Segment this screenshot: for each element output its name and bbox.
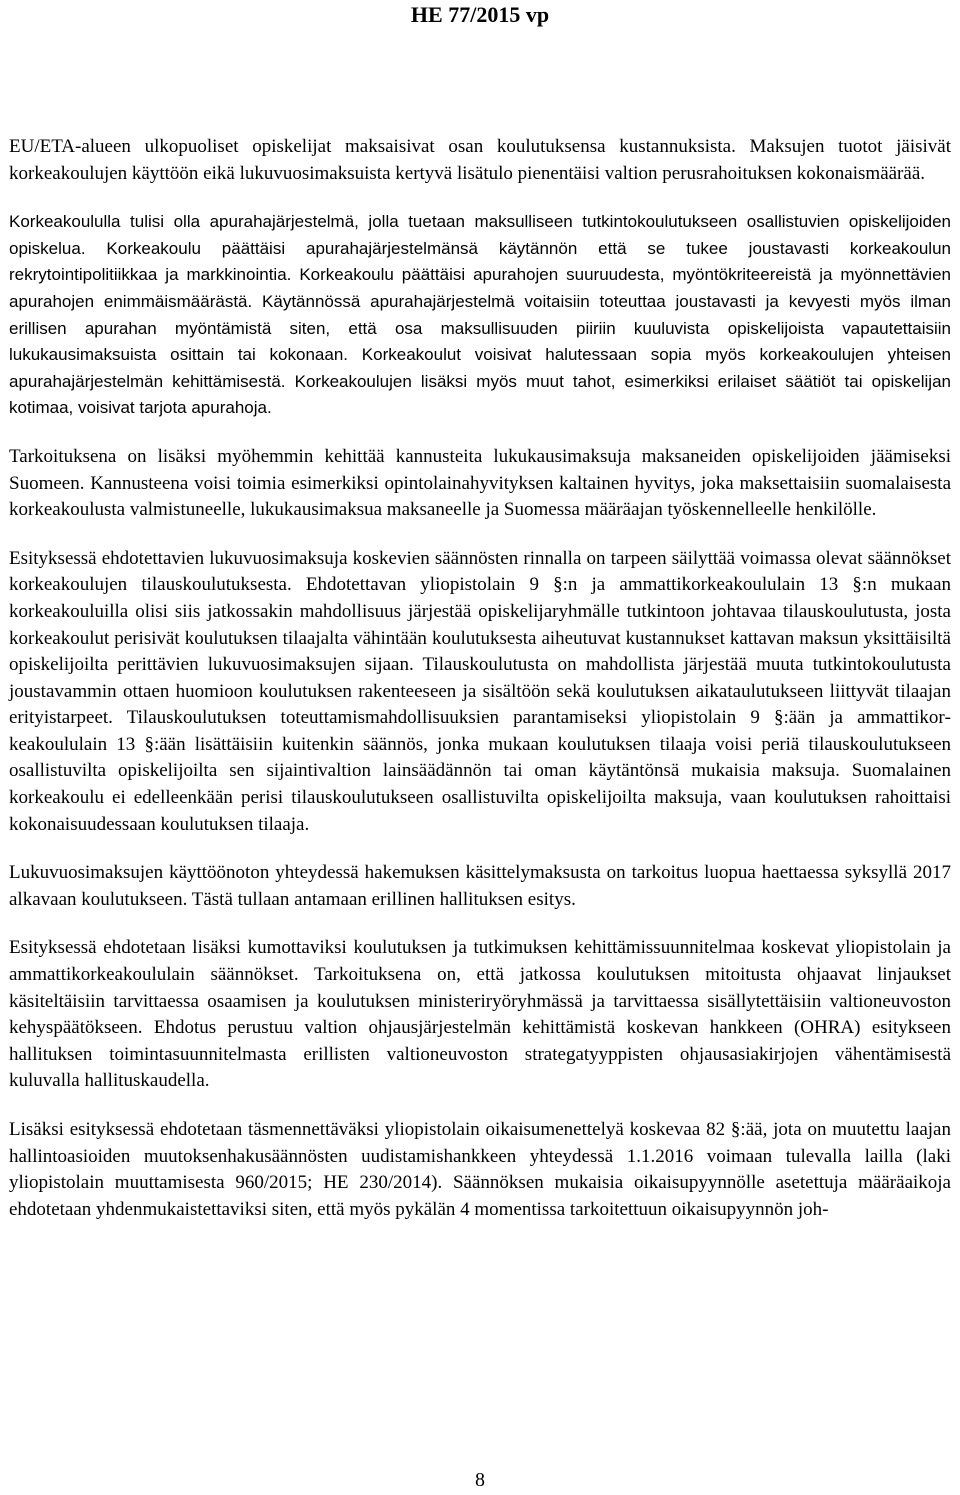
paragraph-4: Esityksessä ehdotettavien lukuvuosimaksuja koskevien säännösten rinnalla on tarpeen säilyttää voimassa olevat säännökset korkeakoulujen tilauskoulutuksesta. Ehdotettavan yliopistolain 9 §:n ja ammattikorkeakoululain 13 §:n mukaan korkeakouluilla olisi siis jatkossakin mahdollisuus järjestää opiskelijaryhmälle tutkintoon johtavaa tilauskoulutusta, josta korkeakoulut perisivät koulutuksen tilaajalta vähintään koulutuksesta aiheutuvat kustannukset kattavan maksun yksittäisiltä opiskelijoilta perittävien lukuvuosimaksujen sijaan. Tilauskoulutusta on mahdollista järjestää muuta tutkintokoulutusta joustavammin ottaen huomioon koulutuksen rakenteeseen ja sisältöön sekä koulutuksen aikataulutukseen liittyvät tilaajan erityistarpeet. Tilauskoulutuksen toteuttamismahdollisuuksien parantamiseksi yliopistolain 9 §:ään ja ammattikorkeakoululain 13 §:ään lisättäisiin kuitenkin säännös, jonka mukaan koulutuksen tilaaja voisi periä tilauskoulutukseen osallistuvilta opiskelijoilta sen sijaintivaltion lainsäädännön tai oman käytäntönsä mukaisia maksuja. Suomalainen korkeakoulu ei edelleenkään perisi tilauskoulutukseen osallistuvilta opiskelijoilta maksuja, vaan koulutuksen rahoittaisi kokonaisuudessaan koulutuksen tilaaja.: [9, 547, 951, 835]
page-number: 8: [475, 1469, 485, 1491]
paragraph-3: Tarkoituksena on lisäksi myöhemmin kehittää kannusteita lukukausimaksuja maksaneiden opiskelijoiden jäämiseksi Suomeen. Kannusteena voisi toimia esimerkiksi opintolainahyvityksen kaltainen hyvitys, joka maksettaisiin suomalaisesta korkeakoulusta valmistuneelle, lukukausimaksua maksaneelle ja Suomessa määräajan työskennelleelle henkilölle.: [9, 445, 951, 521]
paragraph-6: Esityksessä ehdotetaan lisäksi kumottaviksi koulutuksen ja tutkimuksen kehittämissuunnitelmaa koskevat yliopistolain ja ammattikorkeakoululain säännökset. Tarkoituksena on, että jatkossa koulutuksen mitoitusta ohjaavat linjaukset käsiteltäisiin tarvittaessa osaamisen ja koulutuksen ministeriryöryhmässä ja tarvittaessa sisällytettäisiin valtioneuvoston kehyspäätökseen. Ehdotus perustuu valtion ohjausjärjestelmän kehittämistä koskevan hankkeen (OHRA) esitykseen hallituksen toimintasuunnitelmasta erillisten valtioneuvoston strategatyyppisten ohjausasiakirjojen vähentämisestä kuluvalla hallituskaudella.: [9, 937, 951, 1092]
paragraph-2: Korkeakoululla tulisi olla apurahajärjestelmä, jolla tuetaan maksulliseen tutkintokoulutukseen osallistuvien opiskelijoiden opiskelua. Korkeakoulu päättäisi apurahajärjestelmänsä käytännön että se tukee joustavasti korkeakoulun rekrytointipolitiikkaa ja markkinointia. Korkeakoulu päättäisi apurahojen suuruudesta, myöntökriteereistä ja myönnettävien apurahojen enimmäismäärästä. Käytännössä apurahajärjestelmä voitaisiin toteuttaa joustavasti ja kevyesti myös ilman erillisen apurahan myöntämistä siten, että osa maksullisuuden piiriin kuuluvista opiskelijoista vapautettaisiin lukukausimaksuista osittain tai kokonaan. Korkeakoulut voisivat halutessaan sopia myös korkeakoulujen yhteisen apurahajärjestelmän kehittämisestä. Korkeakoulujen lisäksi myös muut tahot, esimerkiksi erilaiset säätiöt tai opiskelijan kotimaa, voisivat tarjota apurahoja.: [9, 212, 951, 418]
page-header: HE 77/2015 vp: [410, 2, 550, 27]
paragraph-1: EU/ETA-alueen ulkopuoliset opiskelijat maksaisivat osan koulutuksensa kustannuksista. Maksujen tuotot jäisivät korkeakoulujen käyttöön eikä lukuvuosimaksuista kertyvä lisätulo pienentäisi valtion perusrahoituksen kokonaismäärää.: [9, 136, 951, 184]
document-body: [9, 134, 951, 1245]
paragraph-7: Lisäksi esityksessä ehdotetaan täsmennettäväksi yliopistolain oikaisumenettelyä koskevaa 82 §:ää, jota on muutettu laajan hallintoasioiden muutoksenhakusäännösten uudistamishankkeen yhteydessä 1.1.2016 voimaan tulevalla lailla (laki yliopistolain muuttamisesta 960/2015; HE 230/2014). Säännöksen mukaisia oikaisupyynnölle asetettuja määräaikoja ehdotetaan yhdenmukaistettaviksi siten, että myös pykälän 4 momentissa tarkoitettuun oikaisupyynnön joh-: [9, 1119, 951, 1220]
paragraph-5: Lukuvuosimaksujen käyttöönoton yhteydessä hakemuksen käsittelymaksusta on tarkoitus luopua haettaessa syksyllä 2017 alkavaan koulutukseen. Tästä tullaan antamaan erillinen hallituksen esitys.: [9, 862, 951, 910]
